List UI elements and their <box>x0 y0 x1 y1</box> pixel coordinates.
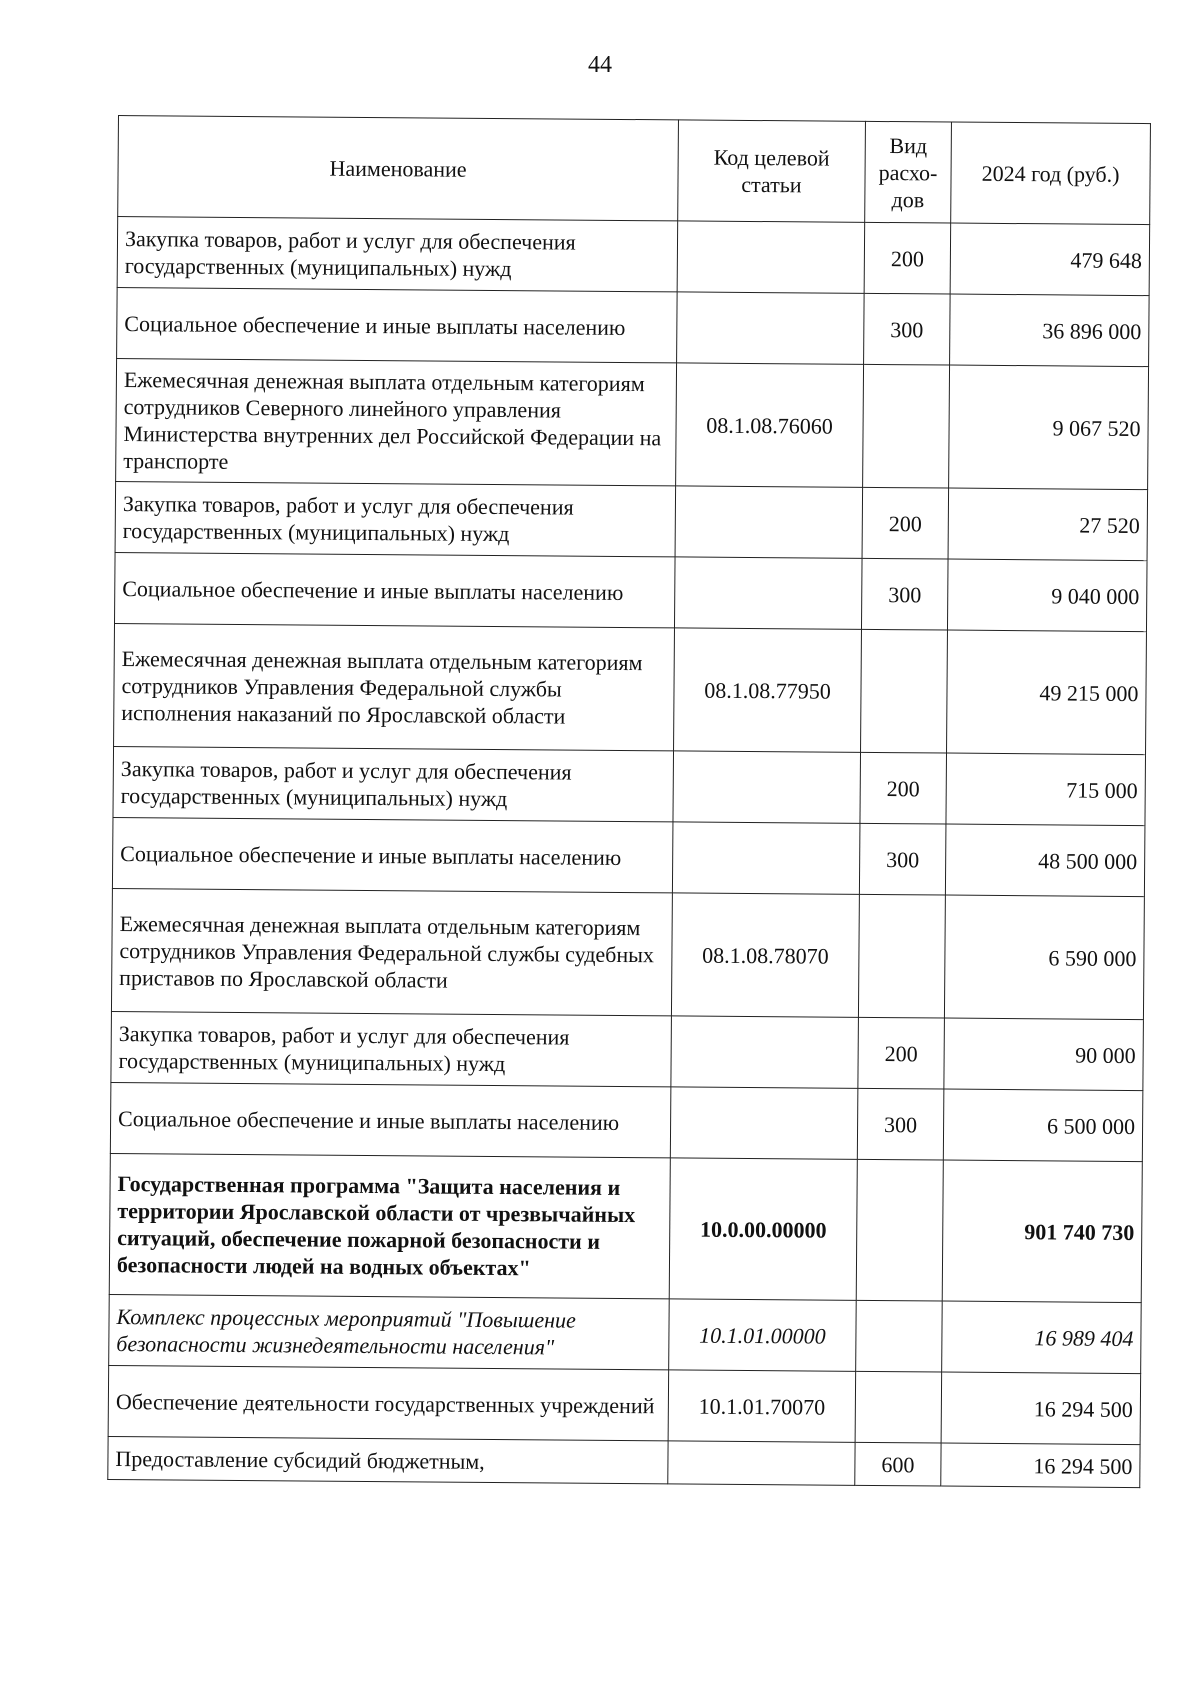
cell-name: Ежемесячная денежная выплата отдельным категориям сотрудников Управления Федеральной службы судебных приставов по Ярославской области <box>111 888 672 1015</box>
cell-name: Закупка товаров, работ и услуг для обеспечения государственных (муниципальных) нужд <box>117 217 678 292</box>
cell-code <box>673 751 861 823</box>
cell-amount: 6 590 000 <box>944 895 1144 1020</box>
cell-kind <box>858 894 945 1018</box>
cell-kind <box>861 629 948 753</box>
cell-amount: 49 215 000 <box>947 630 1147 755</box>
cell-amount: 16 989 404 <box>942 1301 1142 1374</box>
table-row <box>115 552 1148 631</box>
table-row <box>111 1011 1144 1090</box>
cell-name: Социальное обеспечение и иные выплаты населению <box>117 287 678 362</box>
cell-name: Комплекс процессных мероприятий "Повышение безопасности жизнедеятельности населения" <box>109 1294 670 1369</box>
cell-kind <box>855 1371 942 1443</box>
cell-amount: 6 500 000 <box>943 1089 1143 1162</box>
cell-kind: 200 <box>858 1017 945 1089</box>
cell-amount: 479 648 <box>950 223 1150 296</box>
page-number: 44 <box>588 52 612 78</box>
cell-code <box>675 486 863 558</box>
cell-name: Закупка товаров, работ и услуг для обеспечения государственных (муниципальных) нужд <box>111 1011 672 1086</box>
table-row <box>111 888 1144 1019</box>
table-row <box>109 1294 1142 1373</box>
table-row <box>113 746 1146 825</box>
cell-kind: 300 <box>857 1088 944 1160</box>
cell-kind: 300 <box>864 293 951 365</box>
cell-code: 10.1.01.00000 <box>669 1299 857 1371</box>
cell-code: 08.1.08.78070 <box>671 893 859 1017</box>
header-code: Код целевой статьи <box>678 120 866 222</box>
cell-kind: 300 <box>859 823 946 895</box>
cell-amount: 901 740 730 <box>942 1160 1142 1303</box>
cell-amount: 9 067 520 <box>949 365 1149 490</box>
cell-name: Социальное обеспечение и иные выплаты населению <box>115 552 676 627</box>
table-row <box>117 217 1150 296</box>
cell-kind: 300 <box>861 558 948 630</box>
table-row <box>117 287 1150 366</box>
cell-kind: 600 <box>855 1442 941 1486</box>
cell-amount: 9 040 000 <box>947 559 1147 632</box>
cell-code: 10.1.01.70070 <box>668 1370 856 1442</box>
cell-name: Обеспечение деятельности государственных учреждений <box>108 1365 669 1440</box>
cell-code: 08.1.08.77950 <box>674 628 862 752</box>
cell-code <box>674 557 862 629</box>
table-header-row <box>118 116 1151 225</box>
table-row <box>108 1436 1140 1487</box>
cell-kind <box>856 1300 943 1372</box>
cell-name: Социальное обеспечение и иные выплаты населению <box>112 817 673 892</box>
cell-name: Ежемесячная денежная выплата отдельным категориям сотрудников Северного линейного управления Министерства внутренних дел Российской Федерации на транспорте <box>116 358 677 485</box>
header-amount: 2024 год (руб.) <box>951 122 1151 225</box>
cell-amount: 27 520 <box>948 488 1148 561</box>
header-kind: Вид расхо-дов <box>865 121 952 223</box>
table-row <box>116 358 1149 489</box>
cell-kind: 200 <box>862 487 949 559</box>
table-row <box>110 1082 1143 1161</box>
cell-code <box>672 822 860 894</box>
cell-code <box>671 1016 859 1088</box>
cell-code <box>677 221 865 293</box>
cell-kind <box>863 364 950 488</box>
table-row <box>115 481 1148 560</box>
table-row <box>109 1153 1142 1302</box>
budget-table <box>107 115 1151 1488</box>
cell-amount: 48 500 000 <box>945 824 1145 897</box>
cell-kind: 200 <box>864 222 951 294</box>
cell-name: Государственная программа "Защита населения и территории Ярославской области от чрезвычайных ситуаций, обеспечение пожарной безопасности и безопасности людей на водных объектах" <box>109 1153 670 1298</box>
header-name: Наименование <box>118 116 679 221</box>
cell-code <box>670 1087 858 1159</box>
cell-name: Закупка товаров, работ и услуг для обеспечения государственных (муниципальных) нужд <box>115 481 676 556</box>
cell-name: Социальное обеспечение и иные выплаты населению <box>110 1082 671 1157</box>
table-row <box>108 1365 1141 1444</box>
cell-code: 08.1.08.76060 <box>676 363 864 487</box>
cell-name: Предоставление субсидий бюджетным, <box>108 1436 668 1483</box>
cell-kind: 200 <box>860 752 947 824</box>
cell-name: Закупка товаров, работ и услуг для обеспечения государственных (муниципальных) нужд <box>113 746 674 821</box>
cell-amount: 16 294 500 <box>941 1443 1140 1488</box>
table-row <box>114 623 1147 754</box>
table-row <box>112 817 1145 896</box>
cell-code: 10.0.00.00000 <box>669 1158 857 1300</box>
cell-amount: 715 000 <box>946 753 1146 826</box>
cell-code <box>677 292 865 364</box>
cell-amount: 90 000 <box>944 1018 1144 1091</box>
cell-amount: 36 896 000 <box>950 294 1150 367</box>
cell-kind <box>856 1159 943 1301</box>
cell-code <box>668 1441 855 1485</box>
cell-amount: 16 294 500 <box>941 1372 1141 1445</box>
cell-name: Ежемесячная денежная выплата отдельным категориям сотрудников Управления Федеральной службы исполнения наказаний по Ярославской области <box>114 623 675 750</box>
